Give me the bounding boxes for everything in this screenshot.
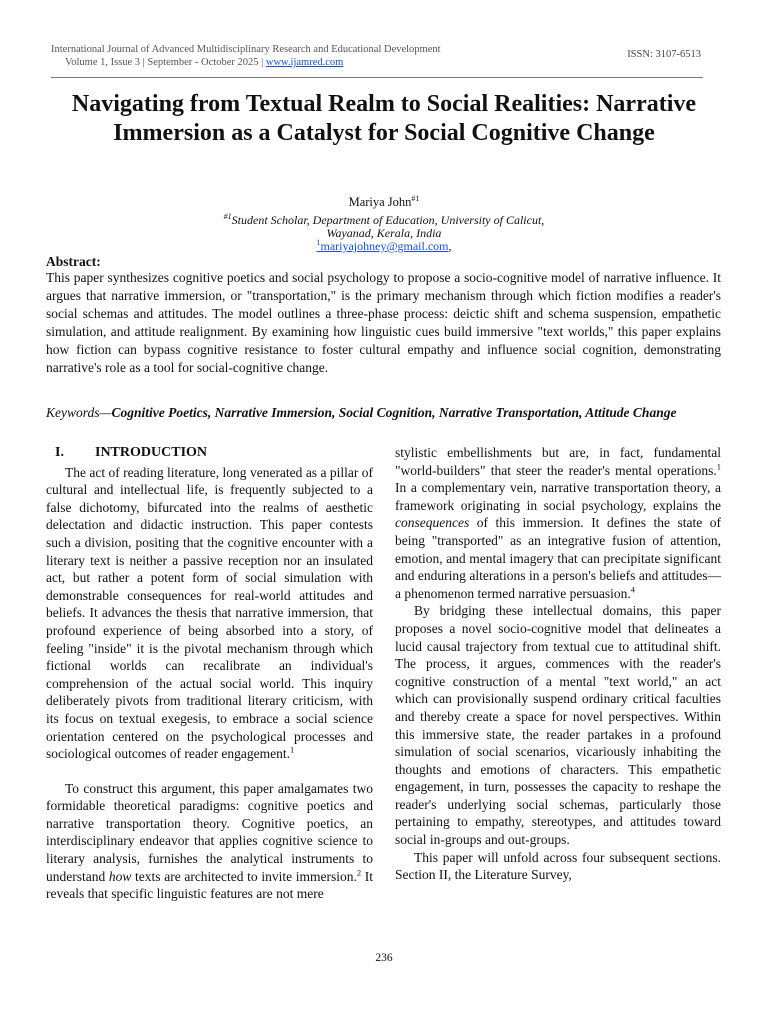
author-email: $^1$mariyajohney@gmail.com,	[316, 238, 452, 253]
author-affiliation: $^{\#1}$Student Scholar, Department of Education, University of Calicut, Wayanad, Kerala, India	[223, 212, 545, 240]
page-number: 236	[375, 952, 393, 964]
intro-paragraph-2-continued: stylistic embellishments but are, in fact, fundamental "world-builders" that steer the reader's mental operations.$^1$ In a complementary vein, narrative transportation theory, a framework originating in social psychology, explains the consequences of this immersion. It defines the state of being "transported" as an integrative fusion of attention, emotion, and mental imagery that can precipitate significant and enduring alterations in a person's beliefs and attitudes—a phenomenon termed narrative persuasion.$^4$	[395, 445, 721, 601]
intro-paragraph-2: To construct this argument, this paper amalgamates two formidable theoretical paradigms: cognitive poetics and narrative transportation theory. Cognitive poetics, an interdisciplinary endeavor that applies cognitive science to literary analysis, furnishes the analytical instruments to understand how texts are architected to invite immersion.$^2$ It reveals that specific linguistic features are not mere	[46, 780, 374, 902]
journal-url-link[interactable]: www.ijamred.com	[265, 57, 344, 68]
abstract-text: This paper synthesizes cognitive poetics and social psychology to propose a socio-cognitive model of narrative influence. It argues that narrative immersion, or "transportation," is the primary mechanism through which fiction modifies a reader's social schemas and attitudes. The model outlines a three-phase process: deictic shift and schema suspension, empathetic simulation, and attitude realignment. By examining how linguistic cues build immersive "text worlds," this paper explains how fiction can bypass cognitive resistance to foster cultural empathy and influence social cognition, demonstrating narrative's role as a tool for social-cognitive change.	[46, 270, 721, 375]
journal-header	[51, 43, 711, 69]
right-column	[395, 444, 721, 884]
left-column	[46, 444, 373, 903]
intro-paragraph-4: This paper will unfold across four subsequent sections. Section II, the Literature Survey,	[395, 849, 721, 883]
keywords: Keywords—Cognitive Poetics, Narrative Immersion, Social Cognition, Narrative Transportation, Attitude Change	[46, 405, 677, 420]
paper-title: Navigating from Textual Realm to Social Realities: Narrative Immersion as a Catalyst for Social Cognitive Change	[71, 91, 697, 146]
intro-paragraph-1: The act of reading literature, long venerated as a pillar of cultural and intellectual life, is frequently subjected to a false dichotomy, bifurcated into the realms of aesthetic delectation and didactic instruction. This paper contests such a division, positing that the cognitive encounter with a literary text is neither a passive reception nor an insulated act, but rather a potent form of social simulation with demonstrable consequences for real-world attitudes and beliefs. It advances the thesis that narrative immersion, that profound experience of being absorbed into a story, of feeling "inside" it is the pivotal mechanism through which fictional worlds can recalibrate an individual's comprehension of the actual social world. This inquiry deliberately pivots from traditional literary criticism, with its focus on textual exegesis, to embrace a social science orientation centered on the psychological processes and sociological outcomes of reader engagement.$^1$	[46, 464, 373, 762]
intro-paragraph-3: By bridging these intellectual domains, this paper proposes a novel socio-cognitive model that delineates a lucid causal trajectory from textual cue to attitudinal shift. The process, it argues, commences with the reader's cognitive construction of a mental "text world," an act which can provisionally suspend ordinary critical faculties and thereby create a space for novel perspectives. Within this immersive state, the reader partakes in a profound simulation of social scenarios, vicariously inhabiting the thoughts and emotions of characters. This empathetic engagement, in turn, possesses the capacity to reshape the reader's underlying social schemas, particularly those pertaining to empathy, stereotypes, and attitudes toward social in-groups and out-groups.	[395, 603, 721, 848]
author-email-link[interactable]: $^1$mariyajohney@gmail.com	[316, 238, 449, 253]
volume-info: Volume 1, Issue 3 | September - October 2025 | www.ijamred.com	[65, 57, 344, 68]
section-heading-introduction: I. INTRODUCTION	[55, 445, 208, 460]
journal-name: International Journal of Advanced Multidisciplinary Research and Educational Development	[51, 44, 441, 55]
header-divider	[51, 77, 703, 78]
issn: ISSN: 3107-6513	[627, 49, 701, 60]
author-name: Mariya John$^{\#1}$	[348, 194, 420, 210]
abstract-heading: Abstract:	[46, 254, 101, 269]
